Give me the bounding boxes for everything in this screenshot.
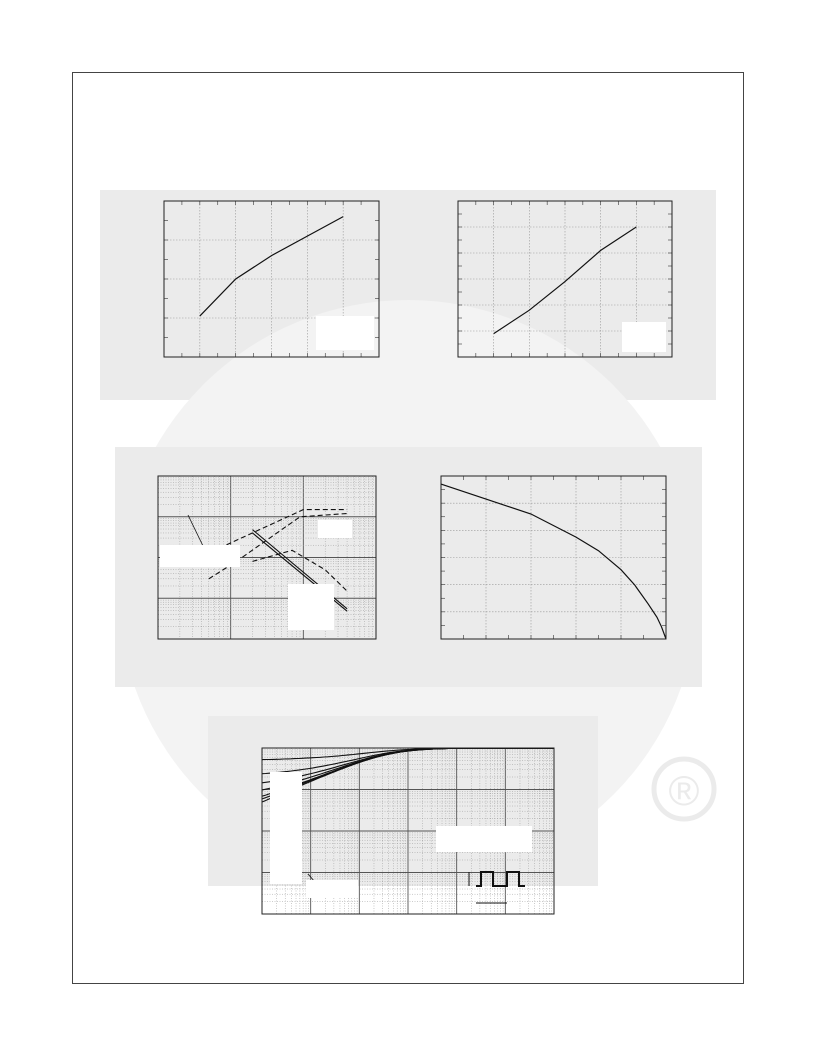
label-area bbox=[270, 772, 302, 884]
label-area bbox=[288, 584, 334, 630]
registered-mark bbox=[654, 759, 714, 819]
label-area bbox=[160, 545, 240, 567]
label-area bbox=[316, 316, 374, 350]
label-area bbox=[306, 880, 358, 898]
label-area bbox=[436, 826, 532, 852]
label-area bbox=[622, 322, 666, 352]
registered-symbol: ® bbox=[668, 767, 700, 814]
label-area bbox=[318, 520, 352, 538]
